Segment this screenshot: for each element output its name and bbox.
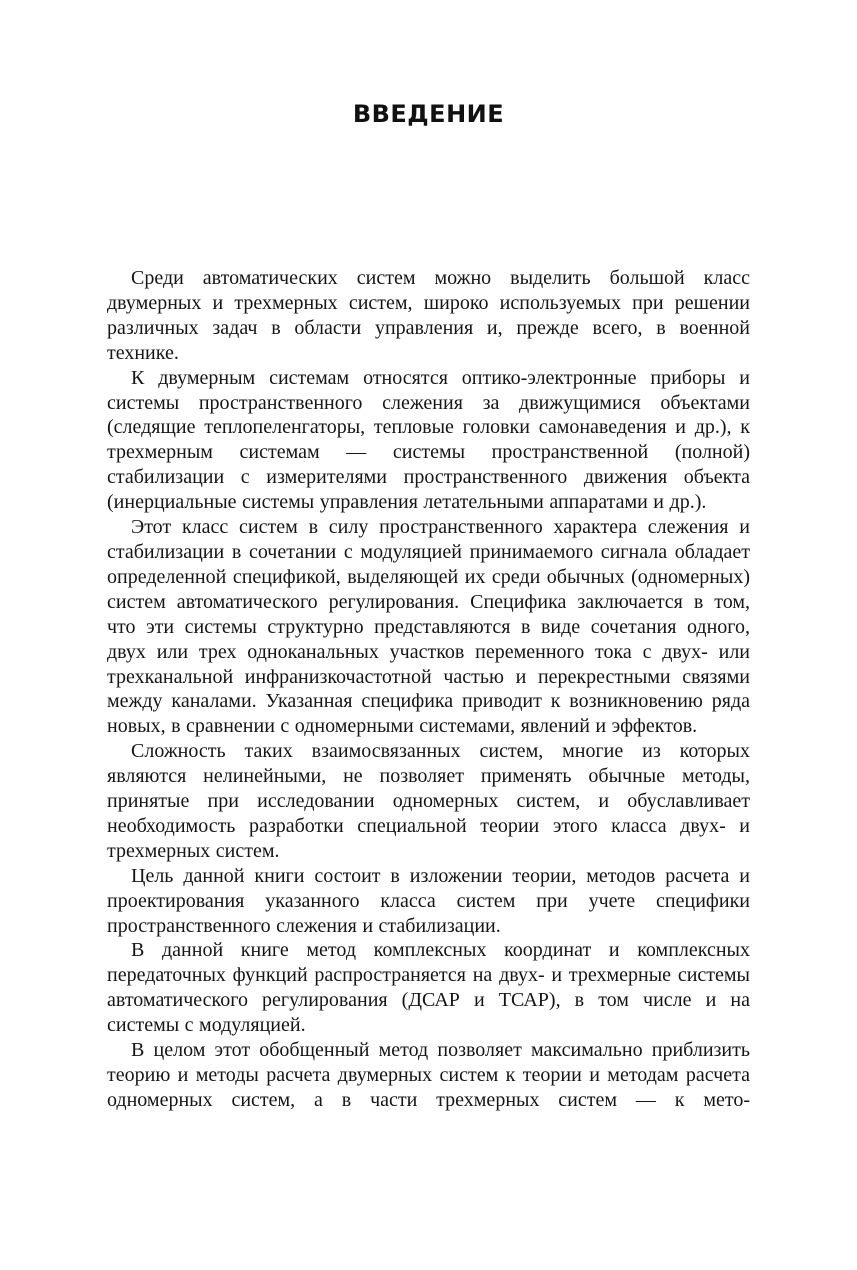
paragraph: Этот класс систем в силу пространственного характера слежения и стабилизации в сочетании с модуляцией принимаемого сигнала обладает определенной спецификой, выделяющей их среди обычных (одномерных) систем автоматического регулирования. Специфика заключается в том, что эти системы структурно представляются в виде сочетания одного, двух или трех одноканальных участков переменного тока с двух- или трехканальной инфранизкочастотной частью и перекрестными связями между каналами. Указанная специфика приводит к возникновению ряда новых, в сравнении с одномерными системами, явлений и эффектов. bbox=[107, 516, 750, 738]
paragraph-last: В целом этот обобщенный метод позволяет максимально приблизить теорию и методы расчета двумерных систем к теории и методам расчета одномерных систем, а в части трехмерных систем — к мето- bbox=[107, 1039, 750, 1111]
body-text bbox=[107, 266, 750, 1113]
paragraph: Среди автоматических систем можно выделить большой класс двумерных и трехмерных систем, широко используемых при решении различных задач в области управления и, прежде всего, в военной технике. bbox=[107, 267, 750, 364]
paragraph: В данной книге метод комплексных координат и комплексных передаточных функций распространяется на двух- и трехмерные системы автоматического регулирования (ДСАР и ТСАР), в том числе и на системы с модуляцией. bbox=[107, 939, 750, 1037]
paragraph: Сложность таких взаимосвязанных систем, многие из которых являются нелинейными, не позволяет применять обычные методы, принятые при исследовании одномерных систем, и обуславливает необходимость разработки специальной теории этого класса двух- и трехмерных систем. bbox=[107, 740, 750, 862]
paragraph: Цель данной книги состоит в изложении теории, методов расчета и проектирования указанного класса систем при учете специфики пространственного слежения и стабилизации. bbox=[107, 864, 750, 937]
paragraph: К двумерным системам относятся оптико-электронные приборы и системы пространственного слежения за движущимися объектами (следящие теплопеленгаторы, тепловые головки самонаведения и др.), к трехмерным системам — системы пространственной (полной) стабилизации с измерителями пространственного движения объекта (инерциальные системы управления летательными аппаратами и др.). bbox=[107, 366, 750, 514]
chapter-heading: ВВЕДЕНИЕ bbox=[352, 100, 505, 128]
